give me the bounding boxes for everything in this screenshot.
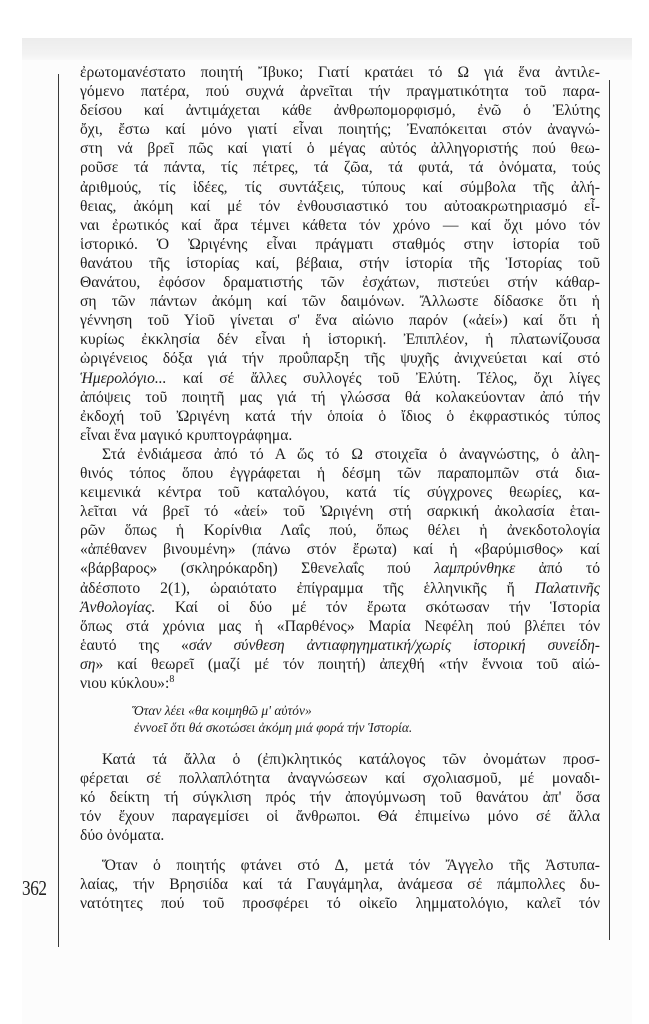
text-line: γέννηση τοῦ Υἱοῦ γίνεται σ' ἕνα αἰώνιο παρόν («ἀεί») καί ὅτι ἡ <box>80 312 600 330</box>
text-line: ἀριθμούς, τίς ἰδέες, τίς συντάξεις, τύπους καί σύμβολα τῆς ἀλή- <box>80 178 600 196</box>
text-run: «βάρβαρος» (σκληρόκαρδη) Σθενελαΐς πού <box>80 560 435 578</box>
text-line: στη νά βρεῖ πῶς καί γιατί ὁ μέγας αὐτός ἀλληγοριστής πού θεω- <box>80 140 600 158</box>
text-line: θινός τόπος ὅπου ἐγγράφεται ἡ δέσμη τῶν παραπομπῶν στά δια- <box>80 464 600 482</box>
text-line <box>80 579 600 598</box>
text-line: κειμενικά κέντρα τοῦ καταλόγου, κατά τίς σύγχρονες θεωρίες, κα- <box>80 484 600 502</box>
text-line <box>80 674 600 693</box>
text-line: ἀπόψεις τοῦ ποιητῆ μας γιά τή γλώσσα θά κολακεύονταν ἀπό τήν <box>80 388 600 406</box>
text-line: ση τῶν πάντων ἀκόμη καί τῶν δαιμόνων. Ἄλλωστε δίδασκε ὅτι ἡ <box>80 293 600 311</box>
text-line: ἐκδοχή τοῦ Ὠριγένη κατά τήν ὁποία ὁ ἴδιος ὁ ἐκφραστικός τύπος <box>80 407 600 425</box>
text-line <box>80 636 600 655</box>
text-line: ροῦσε τά πάντα, τίς πέτρες, τά ζῶα, τά φυτά, τά ὀνόματα, τούς <box>80 159 600 177</box>
text-line: νατότητες πού τοῦ προσφέρει τό οἰκεῖο λημματολόγιο, καλεῖ τόν <box>80 894 600 912</box>
text-line: Στά ἐνδιάμεσα ἀπό τό Α ὥς τό Ω στοιχεῖα ὁ ἀναγνώστης, ὁ ἀλη- <box>102 445 600 463</box>
italic-quote: ση <box>80 655 96 673</box>
text-line <box>80 655 600 674</box>
body-text <box>80 63 600 913</box>
text-line: θειας, ἀκόμη καί μέ τόν ἐνθουσιαστικό του αὐτοακρωτηριασμό εἶ- <box>80 197 600 215</box>
text-run: » καί θεωρεῖ (μαζί μέ τόν ποιητή) ἀπεχθή «τήν ἔννοια τοῦ αἰώ- <box>95 655 600 673</box>
text-run: καί σέ ἄλλες συλλογές τοῦ Ἐλύτη. Τέλος, ὄχι λίγες <box>166 369 600 387</box>
text-line: εἶναι ἕνα μαγικό κρυπτογράφημα. <box>80 426 293 444</box>
text-line: «ἀπέθανεν βινουμένη» (πάνω στόν ἔρωτα) καί ἡ «βαρύμισθος» καί <box>80 541 600 559</box>
italic-title: Ἀνθολογίας. <box>80 598 156 616</box>
page-number: 362 <box>22 876 47 900</box>
italic-quote: σάν σύνθεση ἀντιαφηγηματική/χωρίς ἱστορική συνείδη- <box>188 636 600 654</box>
text-line: Κατά τά ἄλλα ὁ (ἐπι)κλητικός κατάλογος τῶν ὀνομάτων προσ- <box>102 751 600 769</box>
scan-shadow-band <box>22 38 632 62</box>
text-line: Ὅταν ὁ ποιητής φτάνει στό Δ, μετά τόν Ἄγγελο τῆς Ἀστυπα- <box>102 856 600 874</box>
text-line: ναι ἐρωτικός καί ἄρα τέμνει κάθετα τόν χρόνο — καί ὄχι μόνο τόν <box>80 216 600 234</box>
spacer <box>80 736 600 750</box>
text-line: ρῶν ὅπως ἡ Κορίνθια Λαΐς πού, ὅπως θέλει ἡ ἀνεκδοτολογία <box>80 522 600 540</box>
text-line: ὅπως στά χρόνια μας ἡ «Παρθένος» Μαρία Νεφέλη πού βλέπει τόν <box>80 617 600 635</box>
paragraph-3 <box>80 750 600 845</box>
text-line: γόμενο πατέρα, πού συχνά ἀρνεῖται τήν πραγματικότητα τοῦ παρα- <box>80 83 600 101</box>
paragraph-4 <box>80 856 600 913</box>
text-line: κυρίως ἐκκλησία δέν εἶναι ἡ ἱστορική. Ἐπιπλέον, ἡ πλατωνίζουσα <box>80 331 600 349</box>
verse-line: ἐννοεῖ ὅτι θά σκοτώσει ἀκόμη μιά φορά τήν Ἱστορία. <box>134 719 413 735</box>
text-line <box>80 559 600 578</box>
text-run: ἀδέσποτο 2(1), ὡραιότατο ἐπίγραμμα τῆς ἑλληνικῆς ἤ <box>80 579 535 597</box>
verse-line: Ὅταν λέει «θα κοιμηθῶ μ' αὐτόν» <box>132 703 312 719</box>
text-line <box>80 598 600 617</box>
spacer <box>80 846 600 856</box>
verse-quote <box>80 703 600 736</box>
paragraph-2 <box>80 445 600 693</box>
text-line: λεῖται νά βρεῖ τό «ἀεί» τοῦ Ὠριγένη στή σαρκική ἀκολασία ἑται- <box>80 503 600 521</box>
text-line <box>80 369 600 388</box>
text-line: ἱστορικό. Ὁ Ὠριγένης εἶναι πράγματι σταθμός στην ἱστορία τοῦ <box>80 235 600 253</box>
text-line: θανάτου τῆς ἱστορίας καί, βέβαια, στήν ἱστορία τῆς Ἱστορίας τοῦ <box>80 254 600 272</box>
italic-title: Ἡμερολόγιο... <box>80 369 167 387</box>
text-run: ἀπό τό <box>515 560 600 578</box>
text-line: ὄχι, ἔστω καί μόνο γιατί εἶναι ποιητής; Ἐναπόκειται στόν ἀναγνώ- <box>80 121 600 139</box>
text-line: τόν ἔχουν παραγεμίσει οἱ ἄνθρωποι. Θά ἐπιμείνω μόνο σέ ἄλλα <box>80 808 600 826</box>
right-margin-rule <box>609 80 610 940</box>
text-run: Καί οἱ δύο μέ τόν ἔρωτα σκότωσαν τήν Ἱστορία <box>155 598 600 616</box>
text-line: Θανάτου, ἐφόσον δραματιστής τῶν ἐσχάτων, πιστεύει στήν κάθαρ- <box>80 274 600 292</box>
text-line: λαίας, τήν Βρησιίδα καί τά Γαυγάμηλα, ἀνάμεσα σέ πάμπολλες δυ- <box>80 875 600 893</box>
text-line: ἐρωτομανέστατο ποιητή Ἴβυκο; Γιατί κρατάει τό Ω γιά ἕνα ἀντιλε- <box>80 64 600 81</box>
spacer <box>80 693 600 703</box>
text-run: ἑαυτό της « <box>80 636 189 654</box>
italic-word: λαμπρύνθηκε <box>434 560 516 578</box>
paragraph-1 <box>80 63 600 445</box>
text-line: κό δείκτη τή σύγκλιση πρός τήν ἀπογύμνωση τοῦ θανάτου ἀπ' ὅσα <box>80 789 600 807</box>
italic-title: Παλατινῆς <box>534 579 600 597</box>
text-line: φέρεται σέ πολλαπλότητα ἀναγνώσεων καί σχολιασμοῦ, μέ μοναδι- <box>80 770 600 788</box>
footnote-marker[interactable]: 8 <box>169 673 175 685</box>
text-line: δείσου καί ἀντιμάχεται κάθε ἀνθρωπομορφισμό, ἐνῶ ὁ Ἐλύτης <box>80 102 600 120</box>
left-margin-rule <box>58 74 59 947</box>
text-run: νιου κύκλου»: <box>80 675 170 692</box>
text-line: δύο ὀνόματα. <box>80 827 165 845</box>
text-line: ὠριγένειος δόξα γιά τήν προΰπαρξη τῆς ψυχῆς ἀνιχνεύεται καί στό <box>80 350 600 368</box>
